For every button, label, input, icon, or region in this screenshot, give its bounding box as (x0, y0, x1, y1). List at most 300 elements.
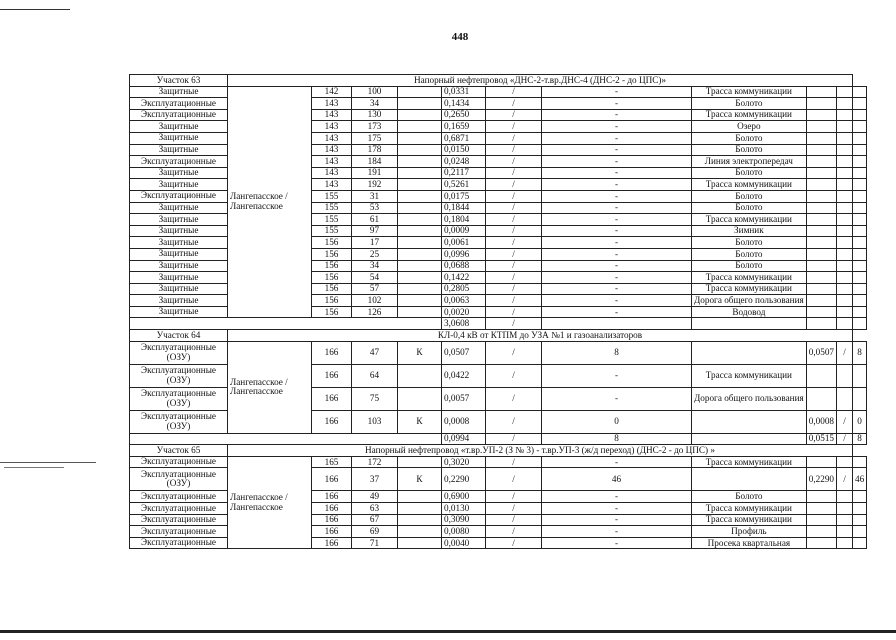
area-extra-2: 8 (853, 341, 867, 364)
usage-note: Трасса коммуникации (692, 283, 807, 295)
usage-note: Болото (692, 98, 807, 110)
area-separator: / (486, 526, 542, 538)
area-separator: / (486, 98, 542, 110)
quarter-number: 155 (312, 202, 352, 214)
area-separator: / (486, 514, 542, 526)
usage-note (692, 468, 807, 491)
total-spacer (130, 318, 442, 330)
section-number: 184 (352, 156, 398, 168)
land-category (398, 109, 442, 121)
area-extra-2 (853, 514, 867, 526)
section-number: 25 (352, 248, 398, 260)
usage-note: Болото (692, 237, 807, 249)
area-value: 0,6900 (442, 491, 486, 503)
area-extra: - (542, 537, 692, 549)
land-category (398, 387, 442, 410)
usage-note: Болото (692, 132, 807, 144)
land-category (398, 295, 442, 307)
area-value-2 (806, 283, 836, 295)
quarter-number: 166 (312, 410, 352, 433)
area-value: 0,1422 (442, 272, 486, 284)
area-value-2 (806, 514, 836, 526)
area-extra: - (542, 132, 692, 144)
area-value-2 (806, 364, 836, 387)
section-number: 67 (352, 514, 398, 526)
area-extra: - (542, 167, 692, 179)
total-separator-2: / (837, 433, 853, 445)
land-category (398, 283, 442, 295)
area-value-2: 0,0507 (806, 341, 836, 364)
usage-note: Болото (692, 167, 807, 179)
scan-artifact-left-2 (4, 467, 64, 468)
area-value-2 (806, 248, 836, 260)
area-extra: - (542, 109, 692, 121)
section-header-row (130, 75, 867, 87)
area-value: 0,0020 (442, 306, 486, 318)
usage-note: Трасса коммуникации (692, 503, 807, 515)
quarter-number: 156 (312, 295, 352, 307)
area-extra-2 (853, 98, 867, 110)
area-extra: - (542, 98, 692, 110)
zone-type: Эксплуатационные (ОЗУ) (130, 410, 228, 433)
table-row (130, 456, 867, 468)
quarter-number: 143 (312, 144, 352, 156)
usage-note: Трасса коммуникации (692, 364, 807, 387)
area-extra-2 (853, 86, 867, 98)
area-extra: - (542, 121, 692, 133)
area-extra-2 (853, 202, 867, 214)
area-separator: / (486, 364, 542, 387)
quarter-number: 143 (312, 98, 352, 110)
area-value: 0,2650 (442, 109, 486, 121)
area-separator-2 (837, 514, 853, 526)
quarter-number: 143 (312, 121, 352, 133)
total-separator: / (486, 433, 542, 445)
section-number: 34 (352, 260, 398, 272)
area-separator: / (486, 260, 542, 272)
forestry-location: Лангепасское / Лангепасское (228, 456, 312, 549)
zone-type: Защитные (130, 248, 228, 260)
zone-type: Защитные (130, 167, 228, 179)
total-extra (542, 318, 692, 330)
area-separator-2 (837, 109, 853, 121)
section-number: 61 (352, 214, 398, 226)
usage-note (692, 410, 807, 433)
area-value: 0,1844 (442, 202, 486, 214)
area-value-2 (806, 98, 836, 110)
area-extra-2: 46 (853, 468, 867, 491)
section-number: 173 (352, 121, 398, 133)
land-category (398, 225, 442, 237)
area-value-2 (806, 237, 836, 249)
area-extra: - (542, 306, 692, 318)
land-category (398, 237, 442, 249)
usage-note: Дорога общего пользования (692, 387, 807, 410)
zone-type: Защитные (130, 295, 228, 307)
area-value-2 (806, 456, 836, 468)
total-extra-2 (853, 318, 867, 330)
area-value: 0,1804 (442, 214, 486, 226)
total-note-spacer (692, 318, 807, 330)
area-separator-2: / (837, 341, 853, 364)
area-extra-2 (853, 283, 867, 295)
area-value-2 (806, 526, 836, 538)
area-separator: / (486, 283, 542, 295)
area-value: 0,3020 (442, 456, 486, 468)
quarter-number: 166 (312, 503, 352, 515)
land-category (398, 514, 442, 526)
section-title: КЛ-0,4 кВ от КТПМ до УЗА №1 и газоанализаторов (228, 330, 853, 342)
zone-type: Эксплуатационные (130, 156, 228, 168)
area-extra: - (542, 214, 692, 226)
forestry-location: Лангепасское / Лангепасское (228, 86, 312, 318)
area-value: 0,2117 (442, 167, 486, 179)
area-separator: / (486, 248, 542, 260)
land-category (398, 121, 442, 133)
area-separator-2 (837, 306, 853, 318)
area-extra: - (542, 190, 692, 202)
area-value-2 (806, 306, 836, 318)
zone-type: Защитные (130, 237, 228, 249)
land-category (398, 364, 442, 387)
area-separator-2 (837, 503, 853, 515)
area-separator-2 (837, 156, 853, 168)
zone-type: Защитные (130, 214, 228, 226)
area-extra-2 (853, 364, 867, 387)
quarter-number: 156 (312, 306, 352, 318)
area-extra-2 (853, 225, 867, 237)
section-number: 47 (352, 341, 398, 364)
land-category (398, 156, 442, 168)
land-category: К (398, 468, 442, 491)
area-separator-2 (837, 272, 853, 284)
area-extra-2 (853, 260, 867, 272)
area-separator-2 (837, 202, 853, 214)
zone-type: Защитные (130, 283, 228, 295)
total-extra: 8 (542, 433, 692, 445)
area-separator-2 (837, 132, 853, 144)
scan-artifact-bottom (0, 630, 896, 633)
area-extra: - (542, 514, 692, 526)
total-area-2: 0,0515 (806, 433, 836, 445)
area-separator: / (486, 144, 542, 156)
area-separator-2 (837, 225, 853, 237)
area-extra: - (542, 144, 692, 156)
quarter-number: 166 (312, 491, 352, 503)
area-extra-2 (853, 109, 867, 121)
area-separator: / (486, 202, 542, 214)
zone-type: Эксплуатационные (130, 98, 228, 110)
area-separator-2 (837, 167, 853, 179)
area-value: 0,0040 (442, 537, 486, 549)
area-separator: / (486, 468, 542, 491)
area-value: 0,0175 (442, 190, 486, 202)
area-separator-2 (837, 144, 853, 156)
section-number: 97 (352, 225, 398, 237)
area-extra: 8 (542, 341, 692, 364)
total-note-spacer (692, 433, 807, 445)
section-number: 53 (352, 202, 398, 214)
area-separator: / (486, 537, 542, 549)
land-category: К (398, 341, 442, 364)
area-extra: - (542, 156, 692, 168)
area-value-2 (806, 86, 836, 98)
area-value: 0,0248 (442, 156, 486, 168)
area-separator: / (486, 225, 542, 237)
area-separator: / (486, 190, 542, 202)
area-value-2 (806, 121, 836, 133)
area-separator-2 (837, 364, 853, 387)
area-extra-2 (853, 272, 867, 284)
total-extra-2: 8 (853, 433, 867, 445)
area-separator: / (486, 491, 542, 503)
section-number: 175 (352, 132, 398, 144)
land-category (398, 190, 442, 202)
quarter-number: 166 (312, 468, 352, 491)
area-value-2 (806, 503, 836, 515)
area-separator: / (486, 214, 542, 226)
usage-note: Болото (692, 248, 807, 260)
quarter-number: 143 (312, 156, 352, 168)
area-separator: / (486, 237, 542, 249)
area-separator: / (486, 456, 542, 468)
usage-note: Трасса коммуникации (692, 179, 807, 191)
area-separator-2: / (837, 410, 853, 433)
area-separator: / (486, 179, 542, 191)
usage-note: Болото (692, 144, 807, 156)
land-category: К (398, 410, 442, 433)
area-extra-2 (853, 491, 867, 503)
usage-note: Трасса коммуникации (692, 514, 807, 526)
section-number: 34 (352, 98, 398, 110)
area-value: 0,0057 (442, 387, 486, 410)
zone-type: Эксплуатационные (130, 456, 228, 468)
quarter-number: 142 (312, 86, 352, 98)
area-value-2: 0,2290 (806, 468, 836, 491)
area-extra: - (542, 456, 692, 468)
area-extra: - (542, 202, 692, 214)
section-number: 63 (352, 503, 398, 515)
total-area-2 (806, 318, 836, 330)
area-extra: - (542, 387, 692, 410)
area-value-2 (806, 272, 836, 284)
zone-type: Защитные (130, 132, 228, 144)
land-category (398, 537, 442, 549)
area-separator-2 (837, 237, 853, 249)
section-number: 100 (352, 86, 398, 98)
area-extra-2 (853, 537, 867, 549)
quarter-number: 156 (312, 237, 352, 249)
zone-type: Защитные (130, 225, 228, 237)
area-value: 0,0507 (442, 341, 486, 364)
land-category (398, 214, 442, 226)
land-category (398, 272, 442, 284)
zone-type: Эксплуатационные (130, 537, 228, 549)
area-separator-2 (837, 214, 853, 226)
area-separator: / (486, 295, 542, 307)
quarter-number: 156 (312, 283, 352, 295)
area-separator-2 (837, 456, 853, 468)
section-number: 178 (352, 144, 398, 156)
area-extra-2 (853, 179, 867, 191)
area-value: 0,0150 (442, 144, 486, 156)
land-category (398, 491, 442, 503)
land-category (398, 503, 442, 515)
area-value-2 (806, 225, 836, 237)
area-value: 0,6871 (442, 132, 486, 144)
usage-note: Трасса коммуникации (692, 214, 807, 226)
section-total-row (130, 318, 867, 330)
zone-type: Эксплуатационные (ОЗУ) (130, 387, 228, 410)
area-extra: - (542, 260, 692, 272)
land-category (398, 248, 442, 260)
zone-type: Эксплуатационные (130, 526, 228, 538)
zone-type: Эксплуатационные (130, 514, 228, 526)
usage-note (692, 341, 807, 364)
zone-type: Эксплуатационные (130, 190, 228, 202)
zone-type: Защитные (130, 179, 228, 191)
area-separator: / (486, 86, 542, 98)
section-number: 172 (352, 456, 398, 468)
area-separator: / (486, 410, 542, 433)
area-value: 0,0009 (442, 225, 486, 237)
area-separator-2 (837, 387, 853, 410)
section-number: 71 (352, 537, 398, 549)
zone-type: Защитные (130, 306, 228, 318)
quarter-number: 156 (312, 272, 352, 284)
area-separator-2 (837, 98, 853, 110)
section-number: 54 (352, 272, 398, 284)
area-extra: - (542, 179, 692, 191)
area-extra-2 (853, 248, 867, 260)
quarter-number: 143 (312, 167, 352, 179)
section-title: Напорный нефтепровод «т.вр.УП-2 (З № 3) - т.вр.УП-3 (ж/д переход) (ДНС-2 - до ЦПС) » (228, 445, 853, 457)
usage-note: Болото (692, 190, 807, 202)
area-separator: / (486, 156, 542, 168)
area-extra: 0 (542, 410, 692, 433)
land-category (398, 132, 442, 144)
usage-note: Профиль (692, 526, 807, 538)
area-value-2 (806, 132, 836, 144)
table-row (130, 341, 867, 364)
area-extra-2 (853, 190, 867, 202)
land-plot-register-table (129, 74, 867, 549)
land-category (398, 526, 442, 538)
area-value-2 (806, 260, 836, 272)
area-extra-2 (853, 503, 867, 515)
area-extra: - (542, 237, 692, 249)
area-extra: - (542, 491, 692, 503)
scan-artifact-top-left (0, 9, 70, 10)
zone-type: Эксплуатационные (ОЗУ) (130, 341, 228, 364)
area-extra-2 (853, 121, 867, 133)
area-extra: - (542, 364, 692, 387)
land-category (398, 306, 442, 318)
area-extra-2 (853, 295, 867, 307)
quarter-number: 166 (312, 387, 352, 410)
usage-note: Болото (692, 491, 807, 503)
area-value-2 (806, 295, 836, 307)
area-value-2 (806, 144, 836, 156)
section-number: 17 (352, 237, 398, 249)
area-separator-2 (837, 260, 853, 272)
quarter-number: 155 (312, 214, 352, 226)
table-row (130, 86, 867, 98)
area-value: 0,0063 (442, 295, 486, 307)
section-number: 126 (352, 306, 398, 318)
area-extra: - (542, 283, 692, 295)
usage-note: Зимник (692, 225, 807, 237)
area-extra: - (542, 272, 692, 284)
area-extra-2 (853, 387, 867, 410)
section-number: 49 (352, 491, 398, 503)
quarter-number: 166 (312, 364, 352, 387)
section-number: 37 (352, 468, 398, 491)
area-value: 0,0331 (442, 86, 486, 98)
zone-type: Защитные (130, 272, 228, 284)
usage-note: Болото (692, 202, 807, 214)
usage-note: Трасса коммуникации (692, 456, 807, 468)
area-extra-2 (853, 526, 867, 538)
area-value: 0,0130 (442, 503, 486, 515)
quarter-number: 155 (312, 190, 352, 202)
area-separator: / (486, 132, 542, 144)
area-value-2 (806, 537, 836, 549)
zone-type: Защитные (130, 86, 228, 98)
area-extra-2 (853, 237, 867, 249)
area-separator: / (486, 272, 542, 284)
zone-type: Эксплуатационные (130, 109, 228, 121)
section-title: Напорный нефтепровод «ДНС-2-т.вр.ДНС-4 (ДНС-2 - до ЦПС)» (228, 75, 853, 87)
zone-type: Защитные (130, 202, 228, 214)
area-value: 0,2290 (442, 468, 486, 491)
total-area: 3,0608 (442, 318, 486, 330)
quarter-number: 143 (312, 109, 352, 121)
area-separator-2 (837, 190, 853, 202)
area-separator-2 (837, 295, 853, 307)
area-extra: - (542, 503, 692, 515)
area-value-2 (806, 179, 836, 191)
zone-type: Эксплуатационные (130, 491, 228, 503)
area-separator-2 (837, 526, 853, 538)
area-value: 0,1659 (442, 121, 486, 133)
zone-type: Защитные (130, 121, 228, 133)
area-value-2 (806, 214, 836, 226)
section-number: 192 (352, 179, 398, 191)
area-separator-2 (837, 86, 853, 98)
area-extra-2 (853, 306, 867, 318)
zone-type: Эксплуатационные (ОЗУ) (130, 364, 228, 387)
area-extra-2 (853, 132, 867, 144)
area-extra: - (542, 526, 692, 538)
land-category (398, 260, 442, 272)
section-label: Участок 64 (130, 330, 228, 342)
area-separator-2 (837, 283, 853, 295)
area-value: 0,0688 (442, 260, 486, 272)
usage-note: Болото (692, 260, 807, 272)
area-value: 0,1434 (442, 98, 486, 110)
usage-note: Водовод (692, 306, 807, 318)
area-separator: / (486, 167, 542, 179)
section-total-row (130, 433, 867, 445)
quarter-number: 143 (312, 179, 352, 191)
zone-type: Защитные (130, 260, 228, 272)
section-number: 102 (352, 295, 398, 307)
land-category (398, 167, 442, 179)
land-category (398, 456, 442, 468)
area-extra: 46 (542, 468, 692, 491)
area-value: 0,2805 (442, 283, 486, 295)
